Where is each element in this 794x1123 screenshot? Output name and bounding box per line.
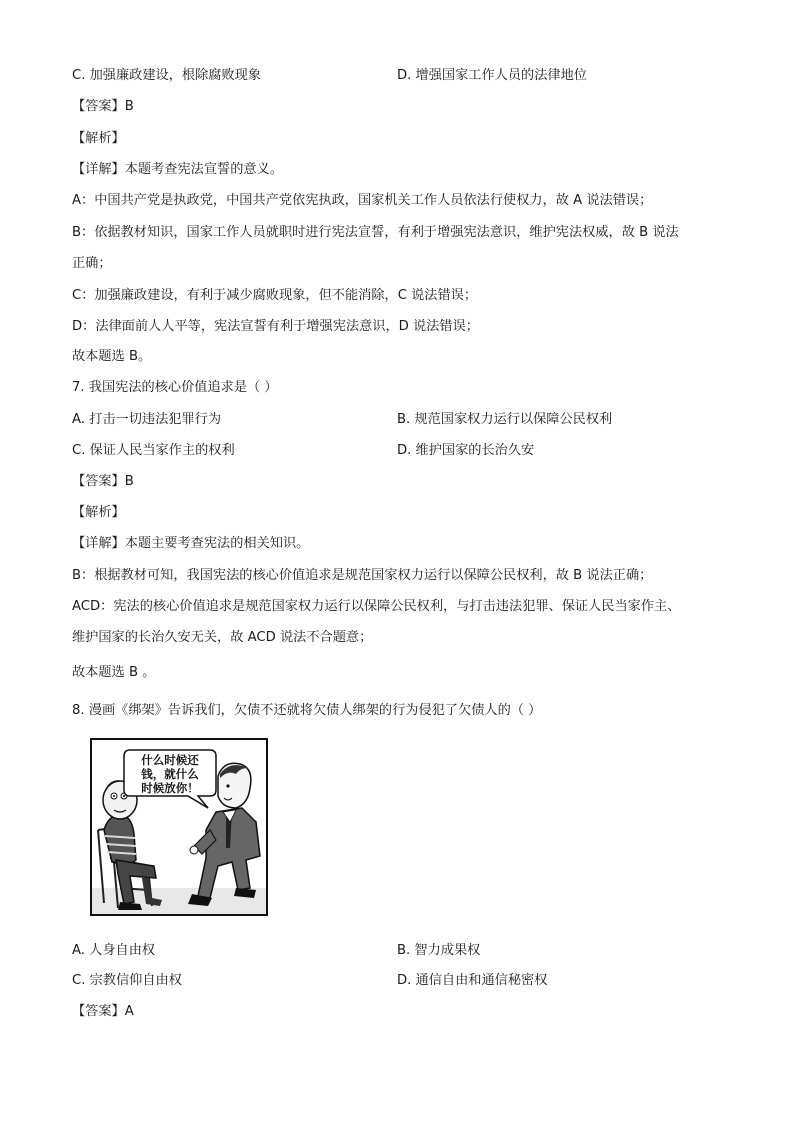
q6-option-c: C. 加强廉政建设，根除腐败现象	[72, 68, 262, 83]
q6-answer: 【答案】B	[72, 99, 134, 114]
q6-explain-line: 故本题选 B。	[72, 349, 152, 364]
kidnap-cartoon-image	[90, 738, 268, 916]
q7-option-b: B. 规范国家权力运行以保障公民权利	[397, 412, 613, 427]
q8-stem: 8. 漫画《绑架》告诉我们，欠债不还就将欠债人绑架的行为侵犯了欠债人的（ ）	[72, 703, 542, 718]
q8-option-a: A. 人身自由权	[72, 943, 156, 958]
speech-bubble-line: 时候放你！	[141, 781, 199, 795]
q6-explain-line: D：法律面前人人平等，宪法宣誓有利于增强宪法意识，D 说法错误；	[72, 319, 479, 334]
q7-option-d: D. 维护国家的长治久安	[397, 443, 535, 458]
q7-answer: 【答案】B	[72, 474, 134, 489]
q6-explain-line: 正确；	[72, 256, 112, 271]
q7-option-a: A. 打击一切违法犯罪行为	[72, 412, 222, 427]
q7-explain-line: 维护国家的长治久安无关，故 ACD 说法不合题意；	[72, 630, 373, 645]
q8-option-c: C. 宗教信仰自由权	[72, 973, 182, 988]
q6-detail: 【详解】本题考查宪法宣誓的意义。	[72, 162, 283, 177]
speech-bubble-line: 钱，就什么	[141, 767, 199, 781]
q7-detail: 【详解】本题主要考查宪法的相关知识。	[72, 536, 310, 551]
q7-option-c: C. 保证人民当家作主的权利	[72, 443, 235, 458]
q7-explain-line: 故本题选 B 。	[72, 665, 156, 680]
q7-stem: 7. 我国宪法的核心价值追求是（ ）	[72, 380, 278, 395]
q7-explain-line: ACD：宪法的核心价值追求是规范国家权力运行以保障公民权利，与打击违法犯罪、保证人民当家作主、	[72, 599, 681, 614]
q8-option-d: D. 通信自由和通信秘密权	[397, 973, 548, 988]
q7-explain-line: B：根据教材可知，我国宪法的核心价值追求是规范国家权力运行以保障公民权利，故 B 说法正确；	[72, 568, 653, 583]
q8-option-b: B. 智力成果权	[397, 943, 481, 958]
q8-answer: 【答案】A	[72, 1004, 134, 1019]
q6-explain-line: C：加强廉政建设，有利于减少腐败现象，但不能消除，C 说法错误；	[72, 288, 478, 303]
q6-option-d: D. 增强国家工作人员的法律地位	[397, 68, 587, 83]
q6-analysis-label: 【解析】	[72, 131, 125, 146]
speech-bubble-line: 什么时候还	[141, 753, 199, 767]
q7-analysis-label: 【解析】	[72, 505, 125, 520]
q6-explain-line: B：依据教材知识，国家工作人员就职时进行宪法宣誓，有利于增强宪法意识，维护宪法权威，故 B 说法	[72, 225, 679, 240]
q6-explain-line: A：中国共产党是执政党，中国共产党依宪执政，国家机关工作人员依法行使权力，故 A 说法错误；	[72, 193, 653, 208]
